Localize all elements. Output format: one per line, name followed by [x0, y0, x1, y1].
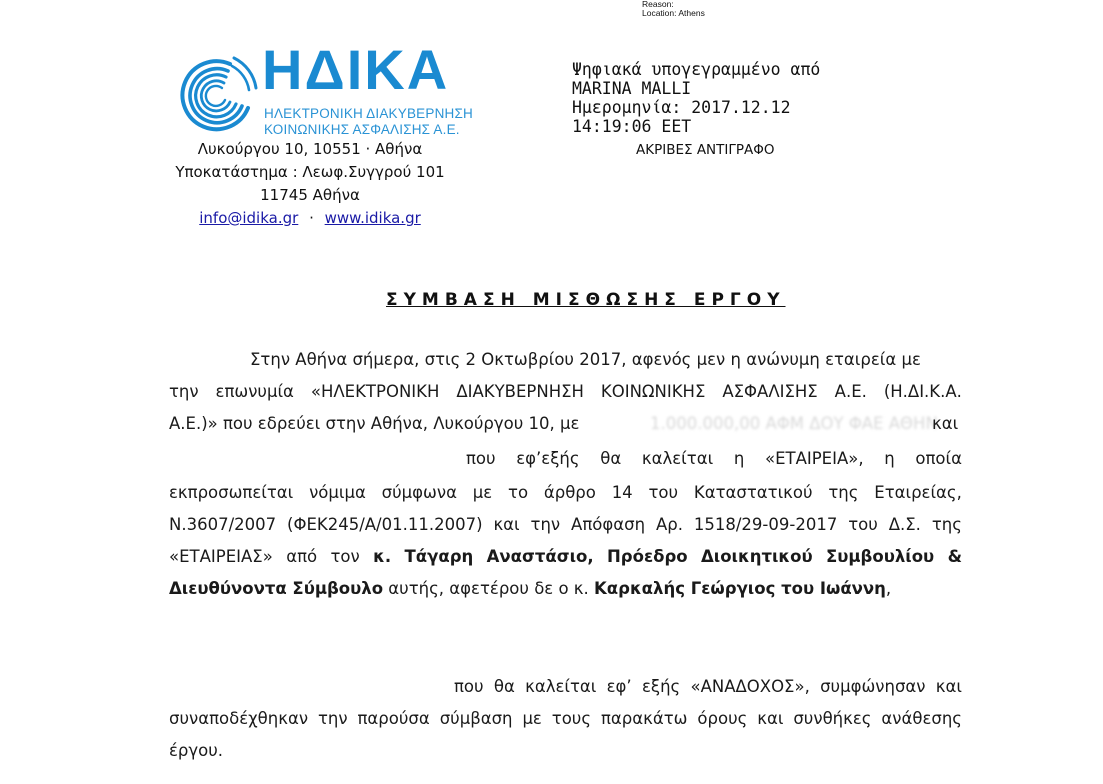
word: σύμβαση: [439, 709, 513, 728]
word: τον: [330, 547, 360, 566]
word: συμφώνησαν: [820, 677, 926, 696]
word: εφ’: [606, 677, 632, 696]
idika-logo-icon: [168, 44, 264, 140]
word: ΑΣΦΑΛΙΣΗΣ: [722, 382, 818, 401]
word: όρους: [697, 709, 748, 728]
word: και: [935, 677, 962, 696]
logo-subtitle-1: ΗΛΕΚΤΡΟΝΙΚΗ ΔΙΑΚΥΒΕΡΝΗΣΗ: [264, 106, 473, 121]
document-title: ΣΥΜΒΑΣΗ ΜΙΣΘΩΣΗΣ ΕΡΓΟΥ: [386, 290, 786, 310]
address-line-1: Λυκούργου 10, 10551 · Αθήνα: [197, 140, 423, 158]
word: άρθρο: [543, 483, 596, 502]
digital-signature-block: [572, 60, 820, 136]
word: επωνυμία: [215, 382, 294, 401]
word: Καταστατικού: [693, 483, 813, 502]
word: η: [884, 449, 895, 468]
word: την: [169, 382, 199, 401]
word: η: [733, 449, 745, 468]
word: της: [931, 515, 962, 534]
word: θα: [600, 449, 622, 468]
word: «ΕΤΑΙΡΕΙΑ»,: [764, 449, 864, 468]
word: ανάθεσης: [881, 709, 962, 728]
p1-line-7: [169, 547, 962, 567]
word: «ΕΤΑΙΡΕΙΑΣ»: [169, 547, 273, 566]
logo-wordmark: ΗΔΙΚΑ: [262, 38, 450, 101]
p1-line-5: [169, 483, 962, 503]
p1-line-3a: Α.Ε.)» που εδρεύει στην Αθήνα, Λυκούργου 10, με: [169, 414, 580, 433]
word: εκπροσωπείται: [169, 483, 294, 502]
word: τους: [551, 709, 592, 728]
address-block: [160, 138, 460, 230]
logo-subtitle-2: ΚΟΙΝΩΝΙΚΗΣ ΑΣΦΑΛΙΣΗΣ Α.Ε.: [264, 122, 460, 137]
word: με: [472, 483, 493, 502]
p1-line-2: [169, 382, 962, 402]
word: Α.Ε.: [834, 382, 867, 401]
contact-links: [160, 207, 460, 230]
word: καλείται: [641, 449, 714, 468]
signature-line-3: Ημερομηνία: 2017.12.12: [572, 98, 791, 117]
word: του: [648, 483, 679, 502]
word: Απόφαση: [571, 515, 646, 534]
p1-line-6: [169, 515, 962, 535]
word: της: [828, 483, 859, 502]
word: εφ’εξής: [516, 449, 580, 468]
p1-line-1: Στην Αθήνα σήμερα, στις 2 Οκτωβρίου 2017, αφενός μεν η ανώνυμη εταιρεία με: [250, 350, 921, 369]
p2-line-1: [454, 677, 962, 697]
word: οποία: [915, 449, 962, 468]
p2-line-3: έργου.: [169, 741, 224, 760]
word: εξής: [641, 677, 681, 696]
signature-line-1: Ψηφιακά υπογεγραμμένο από: [572, 60, 821, 79]
word: παρούσα: [357, 709, 430, 728]
word: Τάγαρη: [404, 547, 474, 566]
word: με: [522, 709, 542, 728]
word: Δ.Σ.: [888, 515, 921, 534]
word: και: [493, 515, 520, 534]
word: κ.: [373, 547, 392, 566]
signature-reason: Reason:: [642, 0, 674, 9]
word: 1518/29-09-2017: [693, 515, 838, 534]
word: συναποδέχθηκαν: [169, 709, 309, 728]
address-line-3: 11745 Αθήνα: [260, 186, 360, 204]
word: (ΦΕΚ245/Α/01.11.2007): [287, 515, 483, 534]
word: θα: [493, 677, 515, 696]
signature-line-4: 14:19:06 EET: [572, 117, 692, 136]
word: που: [466, 449, 496, 468]
word: του: [848, 515, 878, 534]
address-line-2: Υποκατάστημα : Λεωφ.Συγγρού 101: [175, 163, 445, 181]
contact-separator: ·: [309, 209, 314, 227]
word: Πρόεδρο: [607, 547, 688, 566]
word: παρακάτω: [600, 709, 688, 728]
word: ΔΙΑΚΥΒΕΡΝΗΣΗ: [456, 382, 584, 401]
word: νόμιμα: [309, 483, 366, 502]
word: (Η.ΔΙ.Κ.Α.: [883, 382, 962, 401]
word: την: [317, 709, 348, 728]
word: που: [454, 677, 484, 696]
word: Εταιρείας,: [874, 483, 962, 502]
p2-line-2: [169, 709, 962, 729]
word: &: [947, 547, 962, 566]
word: συνθήκες: [793, 709, 872, 728]
word: «ΑΝΑΔΟΧΟΣ»,: [690, 677, 810, 696]
word: και: [757, 709, 784, 728]
word: σύμφωνα: [381, 483, 457, 502]
word: Διοικητικού: [701, 547, 813, 566]
role-title: Διευθύνοντα Σύμβουλο: [169, 579, 384, 598]
redacted-text: 1.000.000,00 ΑΦΜ ΔΟΥ ΦΑΕ ΑΘΗΝ: [650, 414, 938, 433]
p1-line-3b: και: [932, 414, 959, 433]
word: το: [508, 483, 529, 502]
word: 14: [611, 483, 633, 502]
word: Συμβουλίου: [826, 547, 935, 566]
word: ΚΟΙΝΩΝΙΚΗΣ: [600, 382, 706, 401]
word: καλείται: [525, 677, 597, 696]
p1-line-8: [169, 579, 891, 599]
connector-text: αυτής, αφετέρου δε ο κ.: [383, 579, 595, 598]
signature-line-2: MARINA MALLI: [572, 79, 692, 98]
word: Ν.3607/2007: [169, 515, 277, 534]
signature-meta: [642, 0, 705, 18]
website-link[interactable]: www.idika.gr: [324, 209, 421, 227]
word: Αρ.: [655, 515, 683, 534]
word: την: [530, 515, 561, 534]
comma: ,: [885, 579, 892, 598]
signature-location: Location: Athens: [642, 8, 705, 18]
email-link[interactable]: info@idika.gr: [199, 209, 299, 227]
word: από: [286, 547, 318, 566]
word: «ΗΛΕΚΤΡΟΝΙΚΗ: [310, 382, 440, 401]
p1-line-4: [466, 449, 962, 469]
true-copy-label: ΑΚΡΙΒΕΣ ΑΝΤΙΓΡΑΦΟ: [636, 142, 775, 158]
contractor-name: Καρκαλής Γεώργιος του Ιωάννη: [594, 579, 886, 598]
word: Αναστάσιο,: [486, 547, 594, 566]
